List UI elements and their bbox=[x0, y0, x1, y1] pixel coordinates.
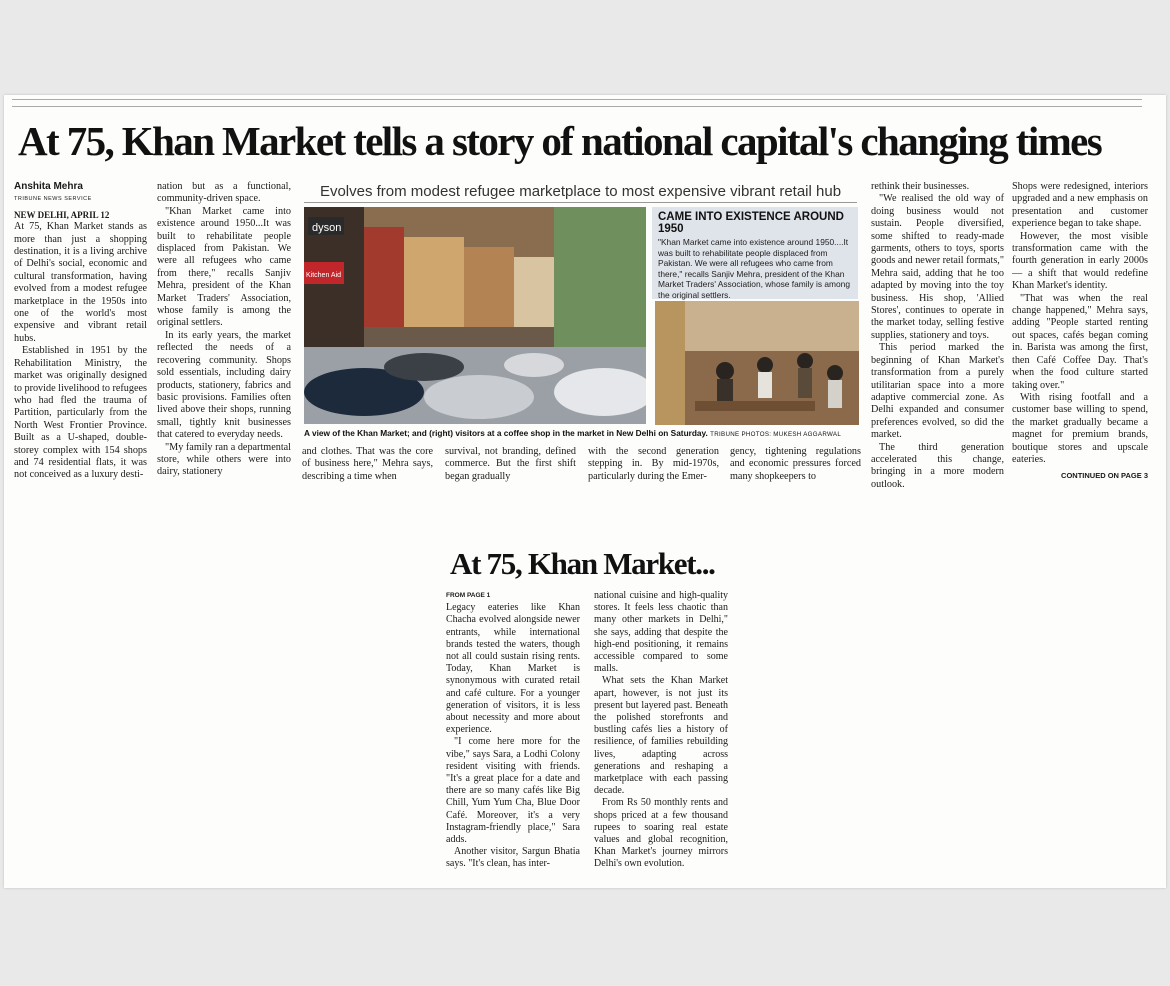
byline: Anshita Mehra bbox=[14, 181, 83, 192]
page-content bbox=[4, 95, 1166, 888]
market-street-photo bbox=[304, 207, 646, 424]
article-column-6 bbox=[730, 446, 861, 483]
continuation-column-1 bbox=[446, 590, 580, 871]
paragraph: At 75, Khan Market stands as more than just a shopping destination, it is a living archive of Delhi's social, economic and cultural transformation, having evolved from a modest refugee marketplace in the 1950s into one of the world's most expensive and vibrant retail hubs. bbox=[14, 221, 147, 344]
paragraph: "I come here more for the vibe," says Sara, a Lodhi Colony resident visiting with friends. "It's a great place for a date and there are so many cafés like Big Chill, Yum Yum Cha, Blue Door Café. Moreover, it's a very Instagram-friendly place," Sara adds. bbox=[446, 736, 580, 846]
paragraph: Established in 1951 by the Rehabilitation Ministry, the market was originally designed to provide livelihood to refugees who had fled the trauma of Partition, particularly from the North West Frontier Province. Built as a U-shaped, double-storey complex with 154 shops and 74 residential flats, it was not conceived as a luxury desti- bbox=[14, 345, 147, 481]
paragraph: In its early years, the market reflected the needs of a recovering community. Shops sold essentials, including dairy products, stationery, fabrics and basic provisions. Families often lived above their shops, running small, tightly knit businesses that catered to everyday needs. bbox=[157, 329, 291, 441]
coffee-shop-photo bbox=[655, 301, 859, 425]
paragraph: "Khan Market came into existence around 1950...It was built to rehabilitate people displaced from Pakistan. We were all refugees who came from there," recalls Sanjiv Mehra, president of the Khan Market Traders' Association, whose family is among the original settlers. bbox=[157, 205, 291, 329]
article-column-4 bbox=[445, 446, 576, 483]
paragraph: rethink their businesses. bbox=[871, 181, 970, 192]
photo-caption bbox=[304, 428, 859, 438]
paragraph: "We realised the old way of doing business would not sustain. People diversified, some shifted to ready-made garments, others to toys, sports goods and newer retail formats," Mehra said, adding that he too adapted by moving into the toy business. His shop, 'Allied Stores', continues to operate in the market today, selling festive supplies, stationery and toys. bbox=[871, 193, 1004, 341]
paragraph: with the second generation stepping in. By mid-1970s, particularly during the Emer- bbox=[588, 446, 719, 482]
paragraph: This period marked the beginning of Khan Market's transformation from a purely utilitarian space into a more adaptive commercial zone. As Delhi expanded and consumer preferences evolved, so did the market. bbox=[871, 342, 1004, 441]
inset-title: CAME INTO EXISTENCE AROUND 1950 bbox=[658, 211, 844, 235]
paragraph: "My family ran a departmental store, while others were into dairy, stationery bbox=[157, 441, 291, 478]
photo-header: Evolves from modest refugee marketplace to most expensive vibrant retail hub bbox=[304, 183, 857, 203]
paragraph: Another visitor, Sargun Bhatia says. "It's clean, has inter- bbox=[446, 846, 580, 870]
caption-text: A view of the Khan Market; and (right) visitors at a coffee shop in the market in New Delhi on Saturday. bbox=[304, 428, 708, 438]
inset-text: "Khan Market came into existence around 1950....It was built to rehabilitate people displaced from Pakistan. We were all refugees who came from there," recalls Sanjiv Mehra, president of the Khan Market Traders' Association, whose family is among the original settlers. bbox=[658, 237, 850, 300]
article-column-1 bbox=[14, 181, 147, 482]
dateline: NEW DELHI, APRIL 12 bbox=[14, 209, 110, 220]
agency-credit: TRIBUNE NEWS SERVICE bbox=[14, 196, 92, 203]
continued-note: CONTINUED ON PAGE 3 bbox=[1061, 471, 1148, 481]
paragraph: However, the most visible transformation came with the fourth generation in early 2000s — a shift that would redefine Khan Market's identity. bbox=[1012, 230, 1148, 292]
continuation-column-2 bbox=[594, 590, 728, 871]
article-column-7 bbox=[871, 181, 1004, 491]
paragraph: Shops were redesigned, interiors upgraded and a new emphasis on presentation and customer experience began to take shape. bbox=[1012, 181, 1148, 230]
paragraph: "That was when the real change happened," Mehra says, adding "People started renting out spaces, cafés began coming in. Barista was among the first, then Café Coffee Day. That's when the food culture started taking over." bbox=[1012, 292, 1148, 391]
paragraph: nation but as a functional, community-driven space. bbox=[157, 181, 291, 205]
paragraph: Legacy eateries like Khan Chacha evolved alongside newer entrants, while international brands tested the waters, though not all could sustain rising rents. Today, Khan Market is synonymous with curated retail and café culture. For a younger generation of visitors, it is less about necessity and more about experience. bbox=[446, 602, 580, 736]
dyson-sign: dyson bbox=[312, 222, 342, 234]
paragraph: The third generation accelerated this change, bringing in a more modern outlook. bbox=[871, 441, 1004, 490]
photo-credit: TRIBUNE PHOTOS: MUKESH AGGARWAL bbox=[710, 431, 842, 438]
paragraph: What sets the Khan Market apart, however, is not just its present but layered past. Beneath the polished storefronts and bustling cafés lies a history of resilience, of families rebuilding lives, adapting across generations and reshaping a marketplace with each passing decade. bbox=[594, 675, 728, 797]
paragraph: and clothes. That was the core of business here," Mehra says, describing a time when bbox=[302, 446, 433, 482]
from-page-label: FROM PAGE 1 bbox=[446, 592, 491, 599]
article-column-5 bbox=[588, 446, 719, 483]
paragraph: national cuisine and high-quality stores. It feels less chaotic than many other markets in Delhi," she says, adding that despite the high-end positioning, it remains accessible compared to some malls. bbox=[594, 590, 728, 675]
continuation-headline: At 75, Khan Market... bbox=[450, 546, 715, 581]
article-column-2 bbox=[157, 181, 291, 479]
paragraph: With rising footfall and a customer base willing to spend, the market gradually became a magnet for premium brands, boutique stores and upscale eateries. bbox=[1012, 391, 1148, 465]
paragraph: From Rs 50 monthly rents and shops priced at a few thousand rupees to soaring real estate values and global recognition, Khan Market's journey mirrors Delhi's own evolution. bbox=[594, 797, 728, 870]
quote-inset bbox=[652, 207, 858, 299]
paragraph: gency, tightening regulations and economic pressures forced many shopkeepers to bbox=[730, 446, 861, 482]
paragraph: survival, not branding, defined commerce. But the first shift began gradually bbox=[445, 446, 576, 482]
headline: At 75, Khan Market tells a story of national capital's changing times bbox=[18, 118, 1102, 164]
article-column-3 bbox=[302, 446, 433, 483]
masthead-rule bbox=[12, 99, 1142, 107]
article-column-8 bbox=[1012, 181, 1148, 483]
kitchen-sign: Kitchen Aid bbox=[306, 272, 342, 279]
